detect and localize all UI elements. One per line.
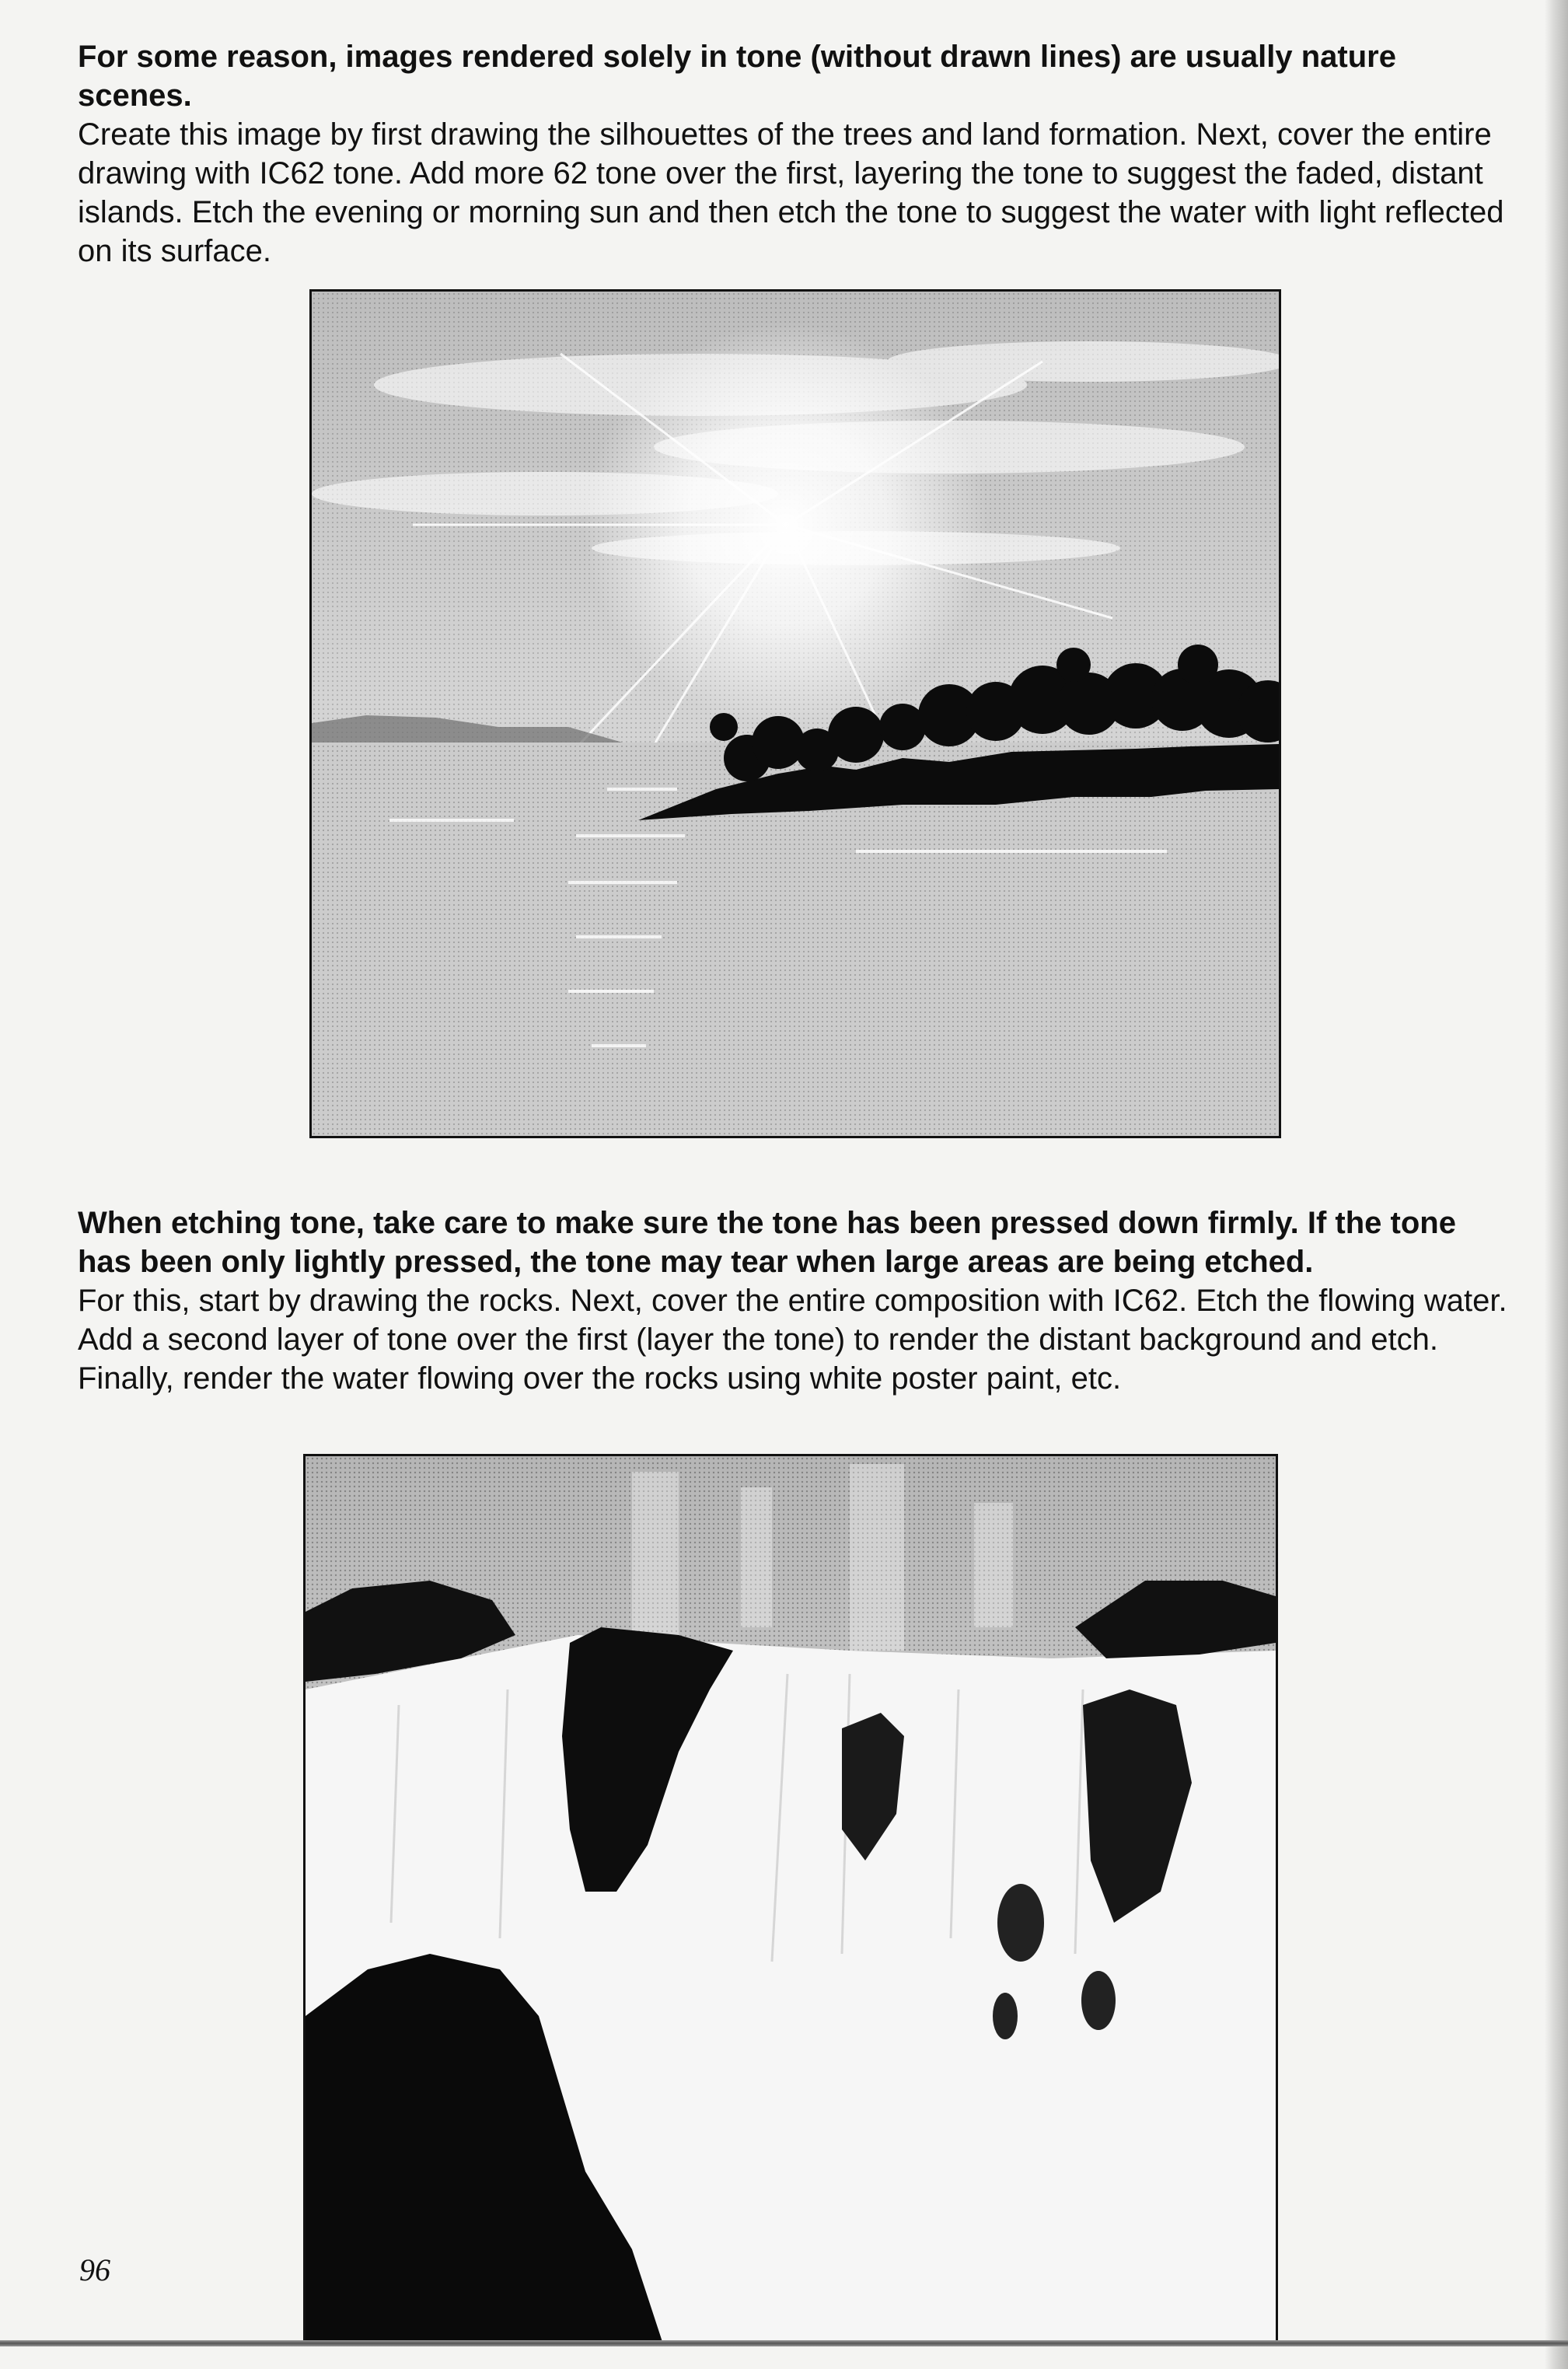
paragraph-waterfall-lead: When etching tone, take care to make sure the tone has been pressed down firmly. If the tone has been only lightly pressed, the tone may tear when large areas are being etched. xyxy=(78,1206,1456,1279)
paragraph-sunset xyxy=(78,37,1508,271)
sunset-island-illustration xyxy=(309,289,1281,1138)
paragraph-waterfall xyxy=(78,1204,1508,1398)
page-edge-shadow xyxy=(1545,0,1568,2369)
paragraph-sunset-lead: For some reason, images rendered solely in tone (without drawn lines) are usually nature scenes. xyxy=(78,40,1396,113)
waterfall-rocks-illustration xyxy=(303,1454,1278,2346)
paragraph-sunset-body: Create this image by first drawing the silhouettes of the trees and land formation. Next, cover the entire drawing with IC62 tone. Add more 62 tone over the first, layering the tone to suggest the faded, distant islands. Etch the evening or morning sun and then etch the tone to suggest the water with light reflected on its surface. xyxy=(78,117,1504,268)
paragraph-waterfall-body: For this, start by drawing the rocks. Next, cover the entire composition with IC62. Etch the flowing water. Add a second layer of tone over the first (layer the tone) to render the distant background and etch. Finally, render the water flowing over the rocks using white poster paint, etc. xyxy=(78,1284,1507,1396)
page-number: 96 xyxy=(79,2252,110,2287)
bottom-rule xyxy=(0,2340,1568,2346)
